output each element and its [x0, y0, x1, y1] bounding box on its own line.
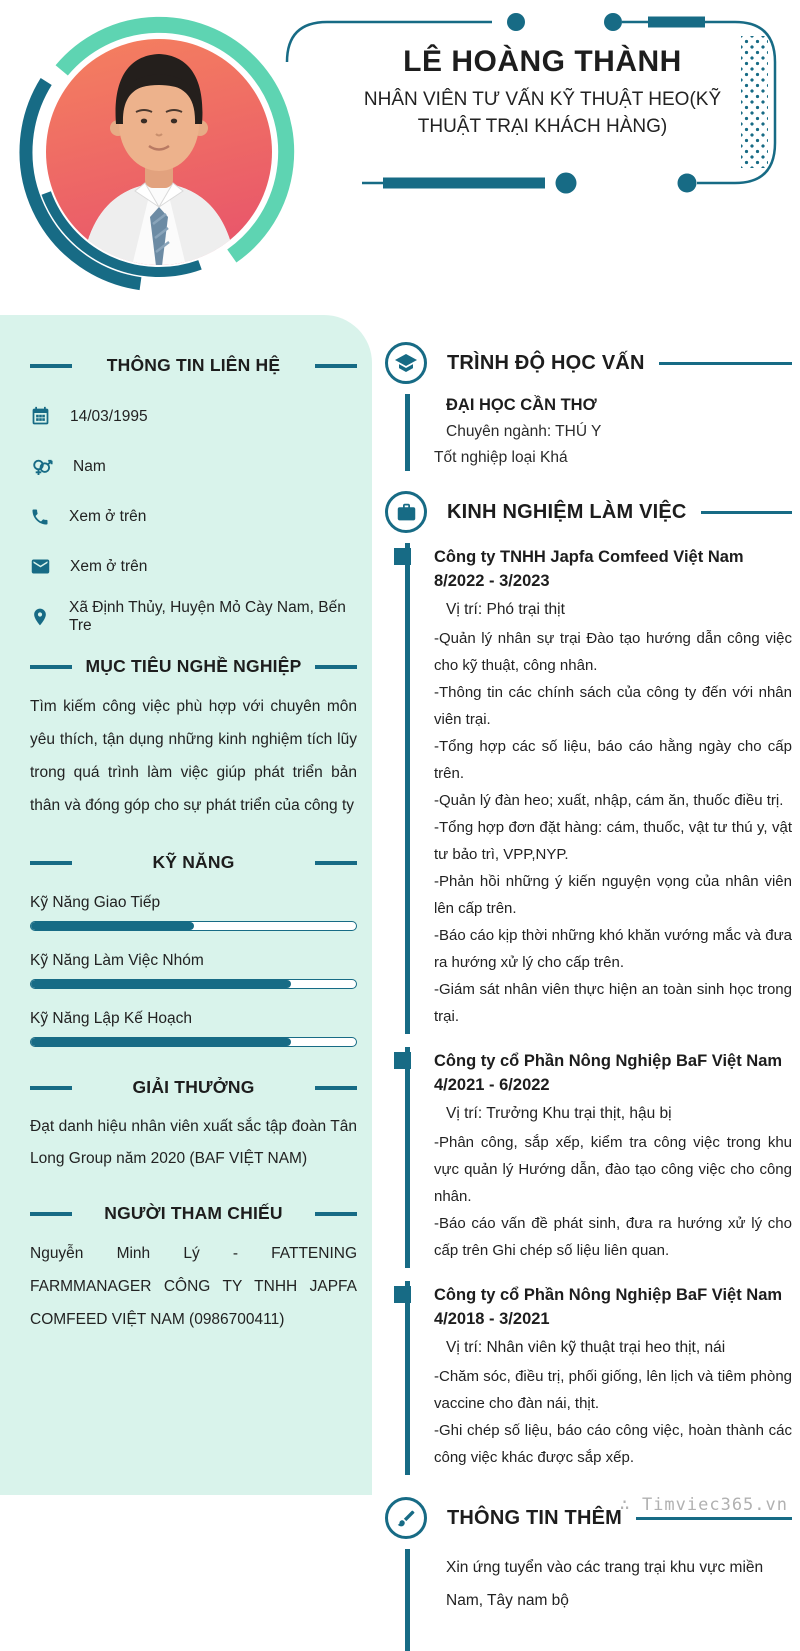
job-company: Công ty cổ Phần Nông Nghiệp BaF Việt Nam — [434, 1286, 783, 1304]
gender-value: Nam — [73, 457, 106, 475]
job-duty: -Tổng hợp các số liệu, báo cáo hằng ngày cho cấp trên. — [434, 738, 792, 782]
skill-item — [30, 952, 357, 989]
experience-section-title: KINH NGHIỆM LÀM VIỆC — [447, 500, 687, 523]
skill-item — [30, 894, 357, 931]
job-entry — [405, 1281, 792, 1475]
contact-row-gender — [30, 456, 357, 477]
experience-section-header — [385, 491, 792, 533]
job-duty: -Phản hồi những ý kiến nguyện vọng của nhân viên lên cấp trên. — [434, 873, 792, 917]
main-column — [385, 342, 792, 1651]
skill-progressbar — [30, 1037, 357, 1047]
dash-decoration — [30, 861, 72, 865]
profile-photo — [44, 37, 274, 267]
job-company: Công ty TNHH Japfa Comfeed Việt Nam — [434, 548, 744, 566]
award-text: Đạt danh hiệu nhân viên xuất sắc tập đoàn Tân Long Group năm 2020 (BAF VIỆT NAM) — [30, 1118, 357, 1167]
job-period: 4/2018 - 3/2021 — [434, 1310, 550, 1328]
objective-section-title: MỤC TIÊU NGHỀ NGHIỆP — [85, 656, 302, 676]
job-duty: -Báo cáo vấn đề phát sinh, đưa ra hướng xử lý cho cấp trên Ghi chép số liệu liên quan. — [434, 1215, 792, 1259]
education-entry — [405, 394, 792, 471]
sidebar — [0, 315, 372, 1495]
job-duty: -Thông tin các chính sách của công ty đến với nhân viên trại. — [434, 684, 792, 728]
job-position: Vị trí: Trưởng Khu trại thịt, hậu bị — [446, 1105, 672, 1122]
education-grade: Tốt nghiệp loại Khá — [434, 449, 568, 466]
avatar — [4, 2, 324, 322]
briefcase-icon — [385, 491, 427, 533]
job-duty: -Tổng hợp đơn đặt hàng: cám, thuốc, vật tư thú y, vật tư bảo trì, VPP,NYP. — [434, 819, 792, 863]
candidate-name: LÊ HOÀNG THÀNH — [403, 45, 682, 78]
dash-decoration — [30, 1212, 72, 1216]
skills-section-title: KỸ NĂNG — [152, 852, 235, 872]
job-period: 8/2022 - 3/2023 — [434, 572, 550, 590]
job-duty: -Ghi chép số liệu, báo cáo công việc, hoàn thành các công việc khác được sắp xếp. — [434, 1422, 792, 1466]
education-section-header — [385, 342, 792, 384]
skill-label: Kỹ Năng Làm Việc Nhóm — [30, 952, 204, 969]
dash-decoration — [30, 1086, 72, 1090]
skill-progress-fill — [31, 922, 194, 930]
reference-text: Nguyễn Minh Lý - FATTENING FARMMANAGER CÔNG TY TNHH JAPFA COMFEED VIỆT NAM (0986700411) — [30, 1245, 357, 1328]
gender-icon — [30, 455, 54, 479]
email-icon — [30, 556, 51, 577]
site-watermark: ∴ Timviec365.vn — [619, 1495, 788, 1515]
skill-progress-fill — [31, 1038, 291, 1046]
skill-label: Kỹ Năng Lập Kế Hoạch — [30, 1010, 192, 1027]
contact-row-email — [30, 556, 357, 577]
skill-progressbar — [30, 979, 357, 989]
skill-progress-fill — [31, 980, 291, 988]
job-duty: -Quản lý đàn heo; xuất, nhập, cám ăn, thuốc điều trị. — [434, 792, 784, 809]
dash-decoration — [315, 364, 357, 368]
header-line-decoration — [659, 362, 792, 365]
phone-icon — [30, 507, 50, 527]
candidate-job-title: NHÂN VIÊN TƯ VẤN KỸ THUẬT HEO(KỸ THUẬT TRẠI KHÁCH HÀNG) — [363, 89, 722, 137]
address-value: Xã Định Thủy, Huyện Mỏ Cày Nam, Bến Tre — [69, 598, 346, 634]
job-duty: -Chăm sóc, điều trị, phối giống, lên lịch và tiêm phòng vaccine cho đàn nái, thịt. — [434, 1368, 792, 1412]
contact-row-birthday — [30, 406, 357, 427]
job-company: Công ty cổ Phần Nông Nghiệp BaF Việt Nam — [434, 1052, 783, 1070]
phone-value: Xem ở trên — [69, 507, 147, 525]
birthday-value: 14/03/1995 — [70, 407, 148, 425]
calendar-icon — [30, 406, 51, 427]
job-duty: -Báo cáo kịp thời những khó khăn vướng mắc và đưa ra hướng xử lý cho cấp trên. — [434, 927, 792, 971]
job-duty: -Giám sát nhân viên thực hiện an toàn sinh học trong trại. — [434, 981, 792, 1025]
skill-progressbar — [30, 921, 357, 931]
dash-decoration — [315, 861, 357, 865]
job-entry — [405, 1047, 792, 1268]
location-icon — [30, 607, 50, 627]
contact-section-title: THÔNG TIN LIÊN HỆ — [106, 355, 281, 375]
skill-label: Kỹ Năng Giao Tiếp — [30, 894, 161, 911]
dash-decoration — [315, 1086, 357, 1090]
job-position: Vị trí: Nhân viên kỹ thuật trại heo thịt, nái — [446, 1339, 726, 1356]
header-line-decoration — [636, 1517, 792, 1520]
dash-decoration — [30, 364, 72, 368]
awards-section-title: GIẢI THƯỞNG — [132, 1077, 255, 1097]
education-major: Chuyên ngành: THÚ Y — [446, 423, 602, 440]
contact-row-address — [30, 598, 357, 634]
additional-section-title: THÔNG TIN THÊM — [447, 1506, 623, 1529]
paintbrush-icon — [385, 1497, 427, 1539]
job-period: 4/2021 - 6/2022 — [434, 1076, 550, 1094]
additional-info-entry — [405, 1549, 792, 1651]
skill-item — [30, 1010, 357, 1047]
email-value: Xem ở trên — [70, 557, 148, 575]
job-position: Vị trí: Phó trại thịt — [446, 601, 565, 618]
references-section-title: NGƯỜI THAM CHIẾU — [104, 1203, 283, 1223]
header-line-decoration — [701, 511, 792, 514]
objective-text: Tìm kiếm công việc phù hợp với chuyên môn yêu thích, tận dụng những kinh nghiệm tích lũy trong quá trình làm việc giúp phát triển bản thân và đóng góp cho sự phát triển của công ty — [30, 698, 357, 814]
job-entry — [405, 543, 792, 1034]
education-section-title: TRÌNH ĐỘ HỌC VẤN — [447, 351, 645, 374]
job-duty: -Quản lý nhân sự trại Đào tạo hướng dẫn công việc cho kỹ thuật, công nhân. — [434, 630, 792, 674]
additional-info-text: Xin ứng tuyển vào các trang trại khu vực miền Nam, Tây nam bộ — [446, 1559, 764, 1609]
job-duty: -Phân công, sắp xếp, kiểm tra công việc trong khu vực quản lý Hướng dẫn, đào tạo công việc cho công nhân. — [434, 1134, 792, 1205]
school-name: ĐẠI HỌC CẦN THƠ — [446, 396, 597, 414]
contact-row-phone — [30, 506, 357, 527]
graduation-cap-icon — [385, 342, 427, 384]
dash-decoration — [315, 665, 357, 669]
contact-list — [30, 406, 357, 634]
dash-decoration — [30, 665, 72, 669]
dash-decoration — [315, 1212, 357, 1216]
